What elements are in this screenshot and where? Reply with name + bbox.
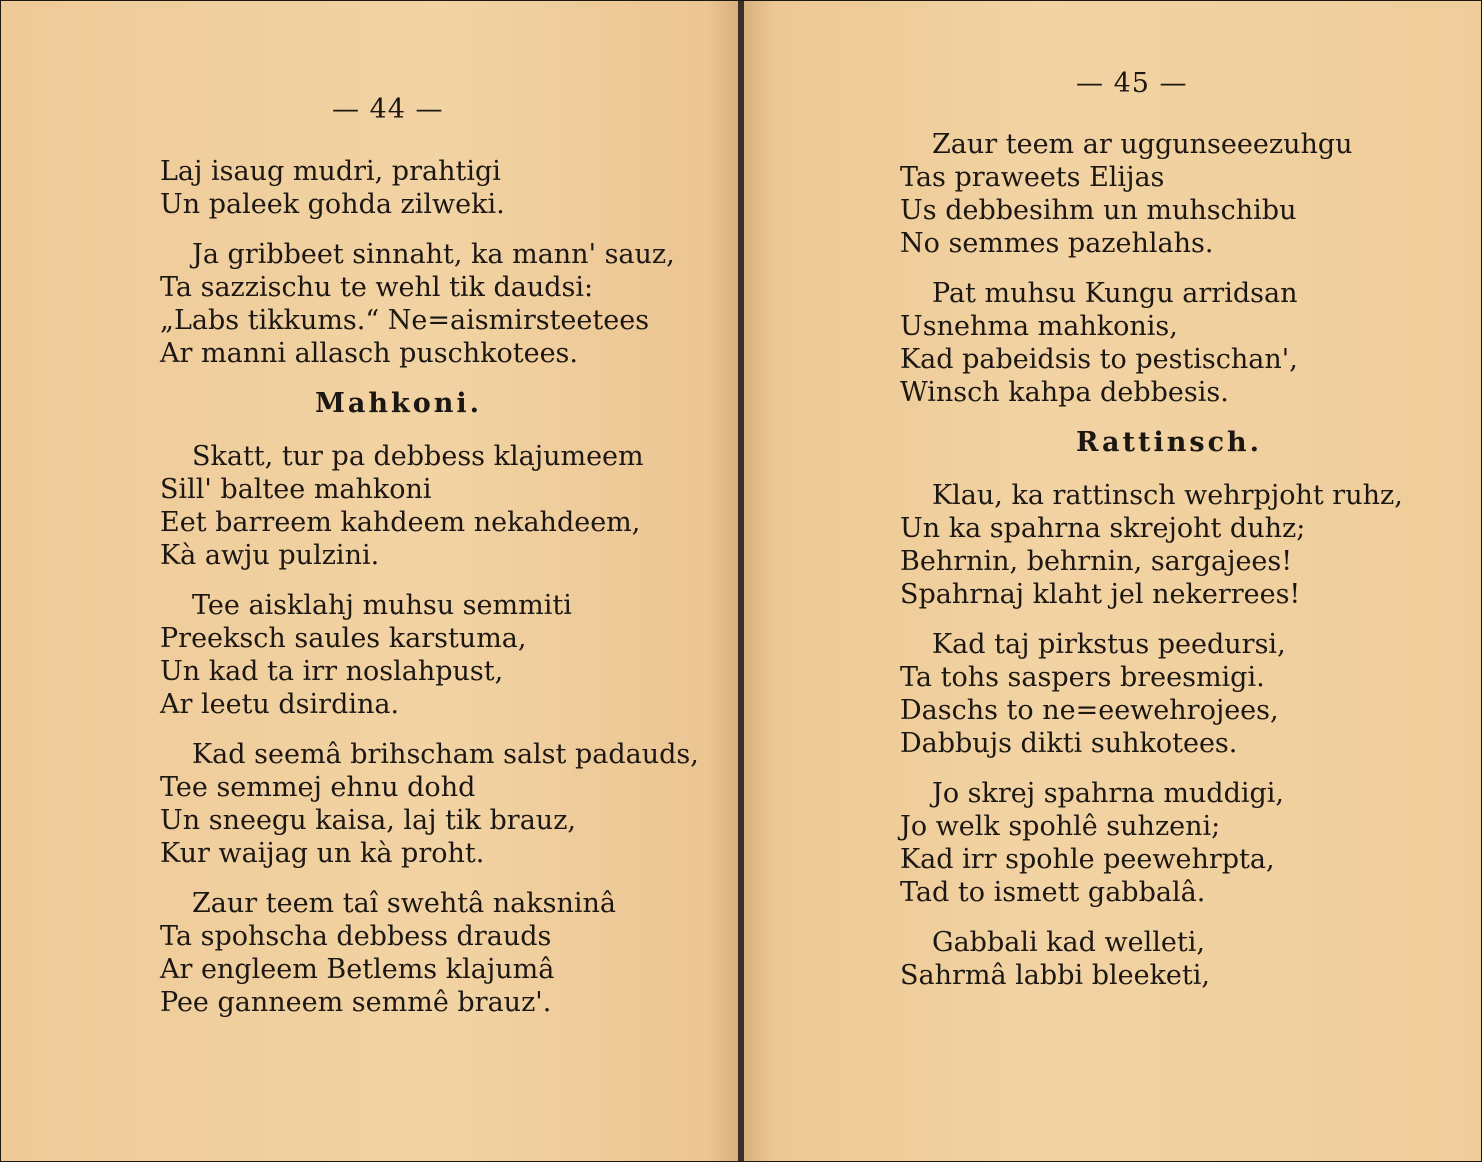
verse-line: Jo welk spohlê suhzeni; [900, 811, 1221, 842]
stanza [160, 155, 699, 221]
verse-line: Ar leetu dsirdina. [160, 689, 400, 720]
verse-line: Ta spohscha debbess drauds [160, 921, 552, 952]
verse-line: Tee semmej ehnu dohd [160, 772, 476, 803]
stanza [900, 926, 1403, 992]
verse-line: Kur waijag un kà proht. [160, 838, 485, 869]
verse-line: Laj isaug mudri, prahtigi [160, 156, 501, 187]
left-page [0, 0, 738, 1162]
verse-line: Ta tohs saspers breesmigi. [900, 662, 1265, 693]
verse-line: Zaur teem taî swehtâ naksninâ [192, 888, 616, 919]
verse-line: Gabbali kad welleti, [932, 927, 1205, 958]
verse-line: Un sneegu kaisa, laj tik brauz, [160, 805, 576, 836]
verse-line: Klau, ka rattinsch wehrpjoht ruhz, [932, 480, 1403, 511]
verse-line: No semmes pazehlahs. [900, 228, 1214, 259]
verse-line: Kà awju pulzini. [160, 540, 380, 571]
right-page [744, 0, 1482, 1162]
verse-line: „Labs tikkums.“ Ne=aismirsteetees [160, 305, 650, 336]
verse-line: Sahrmâ labbi bleeketi, [900, 960, 1210, 991]
verse-line: Dabbujs dikti suhkotees. [900, 728, 1238, 759]
verse-line: Un kad ta irr noslahpust, [160, 656, 504, 687]
poem-title: Rattinsch. [1076, 427, 1263, 458]
verse-line: Zaur teem ar uggunseeezuhgu [932, 129, 1353, 160]
verse-line: Usnehma mahkonis, [900, 311, 1178, 342]
verse-line: Jo skrej spahrna muddigi, [932, 778, 1285, 809]
stanza [900, 479, 1403, 611]
verse-line: Kad seemâ brihscham salst padauds, [192, 739, 699, 770]
verse-line: Us debbesihm un muhschibu [900, 195, 1297, 226]
verse-line: Tee aisklahj muhsu semmiti [192, 590, 572, 621]
verse-line: Kad pabeidsis to pestischan', [900, 344, 1298, 375]
verse-line: Preeksch saules karstuma, [160, 623, 527, 654]
verse-line: Un paleek gohda zilweki. [160, 189, 505, 220]
verse-line: Winsch kahpa debbesis. [900, 377, 1229, 408]
verse-line: Ta sazzischu te wehl tik daudsi: [160, 272, 594, 303]
stanza [160, 238, 699, 370]
stanza [900, 128, 1403, 260]
verse-line: Skatt, tur pa debbess klajumeem [192, 441, 644, 472]
verse-line: Pat muhsu Kungu arridsan [932, 278, 1298, 309]
verse-line: Pee ganneem semmê brauz'. [160, 987, 552, 1018]
verse-line: Kad irr spohle peewehrpta, [900, 844, 1275, 875]
poem-title: Mahkoni. [315, 388, 483, 419]
verse-line: Kad taj pirkstus peedursi, [932, 629, 1286, 660]
stanza [900, 777, 1403, 909]
verse-line: Ar engleem Betlems klajumâ [160, 954, 555, 985]
verse-line: Eet barreem kahdeem nekahdeem, [160, 507, 641, 538]
stanza [900, 277, 1403, 409]
page-number-right: — 45 — [1076, 68, 1188, 99]
stanza [160, 589, 699, 721]
verse-line: Daschs to ne=eewehrojees, [900, 695, 1279, 726]
page-number-left: — 44 — [332, 94, 444, 125]
stanza [160, 887, 699, 1019]
verse-line: Ja gribbeet sinnaht, ka mann' sauz, [192, 239, 675, 270]
stanza [160, 738, 699, 870]
verse-line: Tas praweets Elijas [900, 162, 1165, 193]
stanza [900, 628, 1403, 760]
verse-line: Tad to ismett gabbalâ. [900, 877, 1206, 908]
verse-line: Sill' baltee mahkoni [160, 474, 432, 505]
verse-line: Un ka spahrna skrejoht duhz; [900, 513, 1306, 544]
stanza [160, 440, 699, 572]
left-page-text [160, 155, 699, 1036]
verse-line: Behrnin, behrnin, sargajees! [900, 546, 1293, 577]
right-page-text [900, 128, 1403, 1009]
verse-line: Spahrnaj klaht jel nekerrees! [900, 579, 1301, 610]
verse-line: Ar manni allasch puschkotees. [160, 338, 578, 369]
